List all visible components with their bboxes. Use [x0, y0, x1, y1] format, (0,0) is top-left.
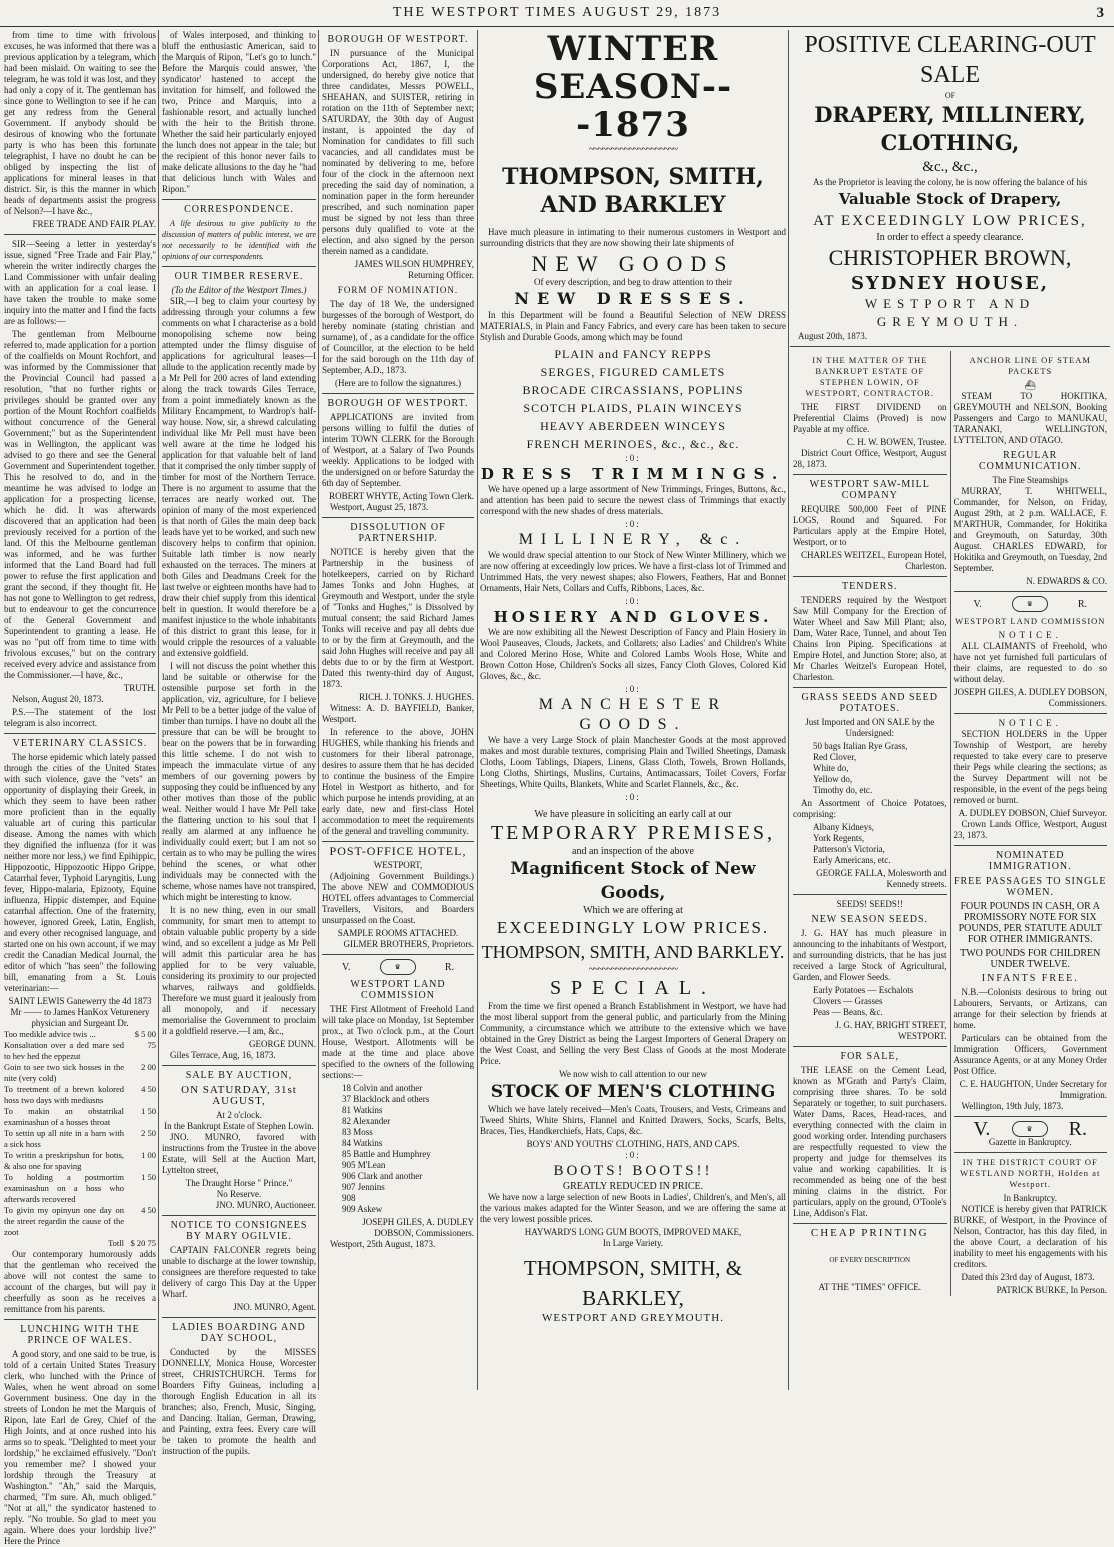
letter-body: SIR,—I beg to claim your courtesy by addressing through your columns a few comments on what I characterise as a bold monopolising scheme now being attempted under the flimsy disguise of applications for agricultural leases—I allude to the application recently made by a Mr Pell for 200 acres of land extending along the track towards Giles Terrace, from a point immediately known as the Military Encampment, to Wardrop's half-way house. Now, sir, a shrewd calculating individual like Mr Pell must have been well aware at the time he lodged his application for that valuable belt of land that it comprised the only timber supply of timber for most of the Northern Terrace. There is no argument to assume that the terraces are nearly worked out. The opinion of many of the most experienced is that north of Giles the main deep back leads have yet to be worked, and such new discovery helps to confirm that opinion. Suitable lath timber is now nearly exhausted on the terraces. The miners at both Giles and Deadmans Creek for the last twelve or eighteen months have had to draw their chief supply from this identical belt in question. It would therefore be a manifest injustice to the whole inhabitants of this district to grant this lease, for it would cripple the resources of a valuable and extensive goldfield.: [162, 296, 316, 658]
divider: [793, 474, 947, 475]
separator: :0:: [625, 684, 641, 694]
ad-heading: IN THE MATTER OF THE BANKRUPT ESTATE OF STEPHEN LOWIN, OF WESTPORT, CONTRACTOR.: [805, 355, 935, 398]
divider: [954, 591, 1108, 592]
sub-column-right: [951, 351, 1111, 1296]
list-item: Red Clover,: [813, 752, 857, 762]
ad-heading: TENDERS.: [842, 581, 898, 592]
divider: [322, 517, 474, 518]
divider: [793, 576, 947, 577]
ad-body: J. G. HAY has much pleasure in announcing to the inhabitants of Westport, and surrounding districts, that he has just received a large Stock of Agricultural, Garden, and Flower Seeds.: [793, 928, 947, 982]
ad-heading: LADIES BOARDING AND DAY SCHOOL,: [172, 1322, 306, 1344]
dateline: District Court Office, Westport, August 28, 1873.: [793, 448, 947, 469]
bill-amount: 1 50: [141, 1106, 156, 1116]
royal-arms-row: V. ♛ R.: [954, 596, 1108, 612]
bill-to: Mr —— to James HanKox Veturenery physician and Surgeant Dr.: [10, 1007, 150, 1028]
royal-arms-row: V. ♛ R.: [322, 959, 474, 975]
signature: TRUTH.: [123, 683, 156, 693]
signature: JAMES WILSON HUMPHREY, Returning Officer.: [354, 259, 474, 280]
list-item: 18 Colvin and another: [342, 1083, 423, 1093]
list-item: 905 M'Lean: [342, 1160, 386, 1170]
potato-list: [813, 822, 947, 866]
column-rule: [788, 30, 789, 1390]
bill-total: Totll $ 20 75: [108, 1238, 156, 1248]
signature: C. E. HAUGHTON, Under Secretary for Immigration.: [959, 1079, 1107, 1100]
signature: J. G. HAY, BRIGHT STREET, WESTPORT.: [835, 1020, 947, 1041]
ad-body: Conducted by the MISSES DONNELLY, Monica House, Worcester street, CHRISTCHURCH. Terms for Boarders Fifty Guineas, including a thorough English Education in all its branches; also, French, Music, Singing, and Dancing. Italian, German, Drawing, and Painting, extra fees. Every care will be taken to promote the health and instruction of the pupils.: [162, 1347, 316, 1456]
ad-heading: GRASS SEEDS AND SEED POTATOES.: [801, 692, 938, 714]
ad-text: In Large Variety.: [602, 1238, 664, 1248]
ad-heading: CHEAP PRINTING: [810, 1227, 929, 1239]
signature: N. EDWARDS & CO.: [1026, 576, 1107, 586]
list-item: 81 Watkins: [342, 1105, 383, 1115]
auction-lot: The Draught Horse " Prince.": [185, 1178, 293, 1188]
divider: [790, 346, 1110, 347]
dateline: August 20th, 1873.: [798, 331, 868, 341]
ad-body: An Assortment of Choice Potatoes, comprising:: [793, 798, 947, 819]
ad-body: REQUIRE 500,000 Feet of PINE LOGS, Round and Squared. For Particulars apply at the Empire Hotel, Westport, or to: [793, 504, 947, 547]
dateline: Dated this 23rd day of August, 1873.: [961, 1272, 1095, 1282]
signature: FREE TRADE AND FAIR PLAY.: [32, 219, 156, 229]
dateline: Westport, 25th August, 1873.: [330, 1239, 436, 1249]
ad-body: We would draw special attention to our Stock of New Winter Millinery, which we are now offering at exceedingly low prices. We have a first-class lot of Trimmed and Untrimmed Hats, the very newest shapes; also Flowers, Feathers, Hat and Bonnet Ornaments, Hair Nets, Collars and Cuffs, Ribbons, Laces, &c.: [480, 550, 786, 593]
list-item: Albany Kidneys,: [813, 822, 874, 832]
section-heading: MANCHESTER GOODS.: [538, 696, 728, 733]
ad-heading: ANCHOR LINE OF STEAM PACKETS: [969, 355, 1091, 376]
royal-arms-row: V. ♛ R.: [973, 1117, 1087, 1140]
ad-body: THE First Allotment of Freehold Land will take place on Monday, 1st September prox., at Two o'clock p.m., at the Court House, Westport. Allotments will be made at the time and place above specified to the owners of the following sections:—: [322, 1004, 474, 1080]
coat-of-arms-icon: ♛: [1012, 596, 1048, 612]
dateline: Giles Terrace, Aug, 16, 1873.: [170, 1050, 276, 1060]
bill-row: [4, 1106, 156, 1128]
ad-text: OF: [944, 91, 956, 100]
list-item: 50 bags Italian Rye Grass,: [813, 741, 908, 751]
list-item: 84 Watkins: [342, 1138, 383, 1148]
bill-row: [4, 1150, 156, 1172]
ad-heading: NEW SEASON SEEDS.: [811, 914, 929, 925]
divider: [954, 1152, 1108, 1153]
ad-text: WESTPORT AND GREYMOUTH.: [542, 1312, 724, 1324]
ad-heading: SALE BY AUCTION,: [185, 1070, 293, 1081]
ad-body: THE FIRST DIVIDEND on Preferential Claims (Proved) is now Payable at my office.: [793, 402, 947, 434]
signature: JNO. MUNRO, Agent.: [233, 1302, 316, 1312]
ad-body: We have now a large selection of new Boots in Ladies', Children's, and Men's, all the various makes adapted for the Winter Season, and we are offering the same at the very lowest possible prices.: [480, 1192, 786, 1224]
article-body: A good story, and one said to be true, is told of a certain United States Treasury clerk, who lunched with the Prince of Wales, when he went abroad on some Government business. One day in the streets of London he met the Marquis of Ripon, late Earl de Grey, Chief of the High Joints, and at once rushed into his arms so to speak. "Delighted to meet your lordship," he exclaimed effusively. "Don't you remember me? I showed your lordship through the Treasury at Washington." "Ah," said the Marquis, charmed, "I'm sure. Ah, much obliged." "Not at all," the syndicator hastened to reply. "No trouble. So glad to meet you again. Where does your lordship live?" Here the Prince: [4, 1349, 156, 1546]
ad-body: STEAM TO HOKITIKA, GREYMOUTH and NELSON, Booking Passengers and Cargo to MANUKAU, TARANAKI, WELLINGTON, LYTTELTON, AND OTAGO.: [953, 391, 1107, 445]
divider: [793, 894, 947, 895]
ad-headline: TEMPORARY PREMISES,: [490, 822, 776, 844]
ad-heading: WESTPORT SAW-MILL COMPANY: [809, 479, 930, 501]
nss-list: [813, 985, 947, 1018]
ad-body: In reference to the above, JOHN HUGHES, while thanking his friends and customers for their liberal patronage, desires to assure them that he has decided to continue the business of the Empire Hotel in Westport as hitherto, and for which purpose he intends providing, at an early date, new and first-class Hotel accommodation to meet the requirements of the general and travelling community.: [322, 727, 474, 836]
signature: PATRICK BURKE, In Person.: [996, 1285, 1107, 1295]
ad-text: We have pleasure in soliciting an early call at our: [534, 809, 732, 820]
signature: RICH. J. TONKS. J. HUGHES.: [359, 692, 474, 702]
ad-heading: NOMINATED IMMIGRATION.: [988, 850, 1072, 872]
ad-body: IN pursuance of the Municipal Corporations Act, 1867, I, the undersigned, do hereby give notice that three candidates, Messrs POWELL, SHEAHAN, and SUISTER, retiring in rotation on the 11th of September next; SATURDAY, the 30th day of August instant, is appointed the day of Nomination for candidates to fill such vacancies, and all candidates must be nominated by delivering to me, before four of the clock in the afternoon next preceding the said day of nomination, a nomination paper in the form hereunder prescribed, and such nomination paper must be signed by not less than three persons duly qualified to vote at the election, and also signed by the person therein named as a candidate.: [322, 48, 474, 256]
ad-headline: WINTER SEASON---1873: [533, 29, 733, 145]
divider: [162, 266, 316, 267]
ad-text: BOYS' AND YOUTHS' CLOTHING, HATS, AND CAPS.: [526, 1139, 740, 1149]
ad-body: APPLICATIONS are invited from persons willing to fulfil the duties of interim TOWN CLERK for the Borough of Westport, at a Salary of Two Pounds weekly. Applications to be lodged with the undersigned on or before Saturday the 6th day of September.: [322, 412, 474, 488]
ad-heading: BOROUGH OF WESTPORT.: [327, 398, 469, 409]
ad-note: SAMPLE ROOMS ATTACHED.: [337, 928, 459, 938]
ad-headline: NEW GOODS: [531, 251, 735, 276]
ad-headline: Magnificent Stock of New Goods,: [510, 859, 756, 903]
bill-amount: 4 50: [141, 1205, 156, 1215]
auction-time: At 2 o'clock.: [216, 1110, 262, 1120]
letter-body: The gentleman from Melbourne referred to, made application for a portion of the coalfields on Mount Rochfort, and was informed by the Commissioner that the Provincial Council had passed a resolution, "that no further rights or privileges should be granted over any portion of the Mount Rochfort coalfields without concurrence of the General Government;" but as the Superintendent was in Wellington, the applicant was advised to go there and see the General Government and Superintendent together. This he resolved to do, and in the meantime he was advised to lodge an application for a prospecting license, which he did. It was afterwards discovered that an application had been previously received for a portion of the land. Of this the Melbourne gentleman was informed, and he was further informed that the Land Board had full power to refuse the first application and grant the second, if they thought fit. He has not gone to Wellington to get redress, but to endeavour to get the concurrence of the General Government and Superintendent to granting a lease. He was no "put off from time to time with frivolous excuses," but on the contrary received every advice and assistance from the Commissioner.—I have, &c.,: [4, 329, 156, 680]
bill-row: [4, 1205, 156, 1238]
signature: CHARLES WEITZEL, European Hotel, Charleston.: [800, 550, 947, 571]
list-item: Timothy do, etc.: [813, 785, 873, 795]
fabrics-list: [480, 345, 786, 453]
postscript: P.S.—The statement of the lost telegram is also incorrect.: [4, 707, 156, 728]
coat-of-arms-icon: ♛: [380, 959, 416, 975]
bill-row: [4, 1029, 156, 1040]
ad-body: We are now exhibiting all the Newest Description of Fancy and Plain Hosiery in Wool Pauseaves, Clouds, Jackets, and Collarets; also Ladies' and Children's White and Colored Merino Hose, White and Colored Lambs Wools Hose, White and Brown Cotton Hose, Children's Socks all sizes, Fancy Cloth Gloves, Colored Kid Gloves, &c., &c.: [480, 627, 786, 681]
list-item: 37 Blacklock and others: [342, 1094, 430, 1104]
ad-body: N.B.—Colonists desirous to bring out Labourers, Servants, or Artizans, can arrange for their selection by friends at home.: [953, 987, 1107, 1030]
ad-body: SECTION HOLDERS in the Upper Township of Westport, are hereby requested to take every care to preserve their Pegs while clearing the sections; as the Survey Department will not be responsible, in the event of the pegs being removed or burnt.: [953, 729, 1107, 805]
divider: [954, 845, 1108, 846]
ad-text: and an inspection of the above: [572, 846, 694, 857]
sub-column-left: [790, 351, 951, 1296]
ad-body: CAPTAIN FALCONER regrets being unable to discharge at the lower township, consignees are therefore requested to take delivery of cargo This Day at the Upper Wharf.: [162, 1245, 316, 1299]
list-item: Early Americans, etc.: [813, 855, 891, 865]
bill-heading: SAINT LEWIS Ganewerry the 4d 1873: [8, 996, 152, 1006]
bill-item: To givin my opinyun one day on the street regardin the cause of the zoot: [4, 1205, 124, 1237]
bill-row: [4, 1062, 156, 1084]
ad-text: We now wish to call attention to our new: [559, 1069, 707, 1079]
ad-text: WESTPORT AND GREYMOUTH.: [864, 296, 1036, 329]
ad-heading: BOROUGH OF WESTPORT.: [327, 34, 469, 45]
divider: [4, 733, 156, 734]
ad-text: SEEDS! SEEDS!!: [836, 899, 903, 909]
fabric-item: SERGES, FIGURED CAMLETS: [540, 365, 726, 379]
column-2: [162, 30, 316, 1456]
ad-text: The Fine Steamships: [992, 475, 1068, 485]
article-body: The horse epidemic which lately passed through the cities of the United States with such violence, gave the "vets" an opportunity of displaying their Greek, in which they seem to have been rather more proficient than in the equally valuable art of curing this particular disease. Among the names with which they dignified the influenza (for it was neither more nor less,) we find Epihippic, Hippozootic, Hippozootic Hippo Grippe, Catarrhal fever, Typhoid Laryngitis, Lung fever, Hippo-malaria, Epizooty, Equine influenza, Hippic distemper, and Equine catarrhal affection. One of the fraternity, however, ignored Greek, Latin, English, and every other recognised language, and started one on his own account, if we may credit the Canadian Medical Journal, the editor of which "has seen" the following bill, emanating from a St. Louis veterinarian:—: [4, 752, 156, 993]
fabric-item: BROCADE CIRCASSIANS, POPLINS: [522, 383, 744, 397]
firm-name: THOMPSON, SMITH, AND BARKLEY: [502, 164, 764, 218]
fabric-item: PLAIN and FANCY REPPS: [554, 347, 712, 361]
ad-text: NOTICE.: [998, 718, 1062, 728]
ad-body: ALL CLAIMANTS of Freehold, who have not yet furnished full particulars of their claims, are requested to do so without delay.: [953, 641, 1107, 684]
section-heading: CORRESPONDENCE.: [184, 204, 294, 215]
bill-amount: 1 50: [141, 1172, 156, 1182]
ad-text: As the Proprietor is leaving the colony, he is now offering the balance of his: [813, 177, 1087, 187]
ad-body: JNO. MUNRO, favored with instructions from the Trustee in the above Estate, will Sell at the Auction Mart, Lyttelton street,: [162, 1132, 316, 1175]
ad-text: INFANTS FREE.: [981, 973, 1079, 984]
ad-body: (Adjoining Government Buildings.) The above NEW and COMMODIOUS HOTEL offers advantages to Commercial Travellers, Visitors, and Boarders unsurpassed on the Coast.: [322, 871, 474, 925]
section-heading: DRESS TRIMMINGS.: [480, 465, 786, 483]
bill-row: [4, 1128, 156, 1150]
divider: [322, 393, 474, 394]
ad-text: Gazette in Bankruptcy.: [988, 1137, 1072, 1147]
signature: JNO. MUNRO, Auctioneer.: [215, 1200, 316, 1210]
bill-row: [4, 1084, 156, 1106]
signature: JOSEPH GILES, A. DUDLEY DOBSON, Commissioners.: [954, 687, 1107, 708]
ad-text: OF EVERY DESCRIPTION: [829, 1256, 911, 1264]
list-item: Clovers — Grasses: [813, 996, 883, 1006]
list-item: Patterson's Victoria,: [813, 844, 885, 854]
signature: A. DUDLEY DOBSON, Chief Surveyor.: [958, 808, 1107, 818]
divider: [162, 1065, 316, 1066]
separator: :0:: [625, 453, 641, 463]
ad-headline: Valuable Stock of Drapery,: [838, 190, 1062, 208]
bill-item: Konsaltation over a ded mare sed to hev hed the eppezut: [4, 1040, 124, 1061]
article-heading: OUR TIMBER RESERVE.: [174, 271, 304, 282]
list-item: Early Potatoes — Eschalots: [813, 985, 914, 995]
ad-heading: WESTPORT LAND COMMISSION: [955, 616, 1106, 626]
section-heading: HOSIERY AND GLOVES.: [493, 608, 773, 626]
list-item: Peas — Beans, &c.: [813, 1007, 883, 1017]
column-1: [4, 30, 156, 1546]
two-column-section: [790, 351, 1110, 1296]
divider: [162, 1215, 316, 1216]
letter-body: I will not discuss the point whether this land be suitable or otherwise for the ostensible purpose set forth in the application, viz, agriculture, for I believe Mr Pell to be a better judge of the value of timber than turnips. I have no doubt all the pressure that can be will be brought to bear on the powers that be in forwarding this little scheme. I do not wish to impeach the immaculate virtue of any members of our governing powers by supposing they could be influenced by any other motives than those of the public weal. Neither would I have Mr Pell take the flattering unction to his soul that I really am alarmed at any influence he individually could exert; but I am not so certain as to who may be pulling the wires behind the scenes, or what other individuals may be connected with the scheme, whose names have not transpired, which might be interesting to know.: [162, 661, 316, 902]
column-4: [480, 30, 786, 1390]
bill-item: To makin an obstatrikal examinashun of a hosses throat: [4, 1106, 124, 1127]
form-body: The day of 18 We, the undersigned burgesses of the borough of Westport, do hereby nominate (stating christian and surname), of , as a candidate for the office of Councillor, at the election to be held for the said borough on the 11th day of September, A.D., 1873.: [322, 299, 474, 375]
ad-body: In this Department will be found a Beautiful Selection of NEW DRESS MATERIALS, in Plain and Fancy Fabrics, and every care has been taken to secure Stylish and Durable Goods, among which may be found: [480, 310, 786, 342]
ad-text: In order to effect a speedy clearance.: [876, 232, 1024, 243]
seeds-list: [813, 741, 947, 796]
ad-body: NOTICE is hereby given that the Partnership in the business of hotelkeepers, carried on by Richard James Tonks and John Hughes, at Greymouth and Westport, under the style of "Tonks and Hughes," is Dissolved by mutual consent; the said Richard James Tonks will receive and pay all debts due to or by the firm at Greymouth, and the said John Hughes will receive and pay all debts due to or by the firm at Westport. Dated this twenty-third day of August, 1873.: [322, 547, 474, 689]
list-item: Yellow do,: [813, 774, 853, 784]
divider: [793, 1046, 947, 1047]
letter-body: SIR—Seeing a letter in yesterday's issue, signed "Free Trade and Fair Play," wherein the writer indirectly charges the Land Commissioner with unfair dealing with an application for a coal lease. I have taken the trouble to make some inquiry into the matter and I find the facts are as follows:—: [4, 239, 156, 326]
ad-heading: NOTICE TO CONSIGNEES BY MARY OGILVIE.: [170, 1220, 308, 1242]
ad-text: Of every description, and beg to draw attention to their: [534, 277, 732, 287]
ad-body: Have much pleasure in intimating to their numerous customers in Westport and surrounding districts that they are now showing their late shipments of: [480, 227, 786, 248]
list-item: 906 Clark and another: [342, 1171, 423, 1181]
ad-headline: STOCK OF MEN'S CLOTHING: [490, 1082, 776, 1102]
bill-table: [4, 1029, 156, 1249]
letter-body: It is no new thing, even in our small community, for smart men to attempt to obtain valuable public property by a side wind, and so excellent a judge as Mr Pell will admit this particular area he has applied for to be very valuable, considering its proximity to our projected wharves, railways and goldfields. Therefore we must guard it jealously from all monopoly, and if necessary memorialise the Government to proclaim it a goldfield reserve.—I am, &c.,: [162, 905, 316, 1036]
firm-name: THOMPSON, SMITH, & BARKLEY,: [523, 1256, 743, 1310]
article-body: Our contemporary humorously adds that the gentleman who received the above will not contest the same to account of the charges, but will pay it cheerfully as soon as he receives a remittance from his parents.: [4, 1249, 156, 1314]
bill-amount: 1 00: [141, 1150, 156, 1160]
ad-text: HAYWARD'S LONG GUM BOOTS, IMPROVED MAKE,: [524, 1227, 742, 1237]
article-continuation: from time to time with frivolous excuses, he was informed that there was a previous application by a telegram, which had been mislaid. On waiting to see the telegram, he was told it was lost, and they had only a copy of it. The gentleman has since gone to Wellington to see if he can get any redress from the General Government. If anybody should be desirous of knowing who the fortunate party is who has been this fortunate telegraphist, I have no doubt he can be obliged by inspecting the list of applications for mineral leases in that district. Sir, is this the manner in which heads of departments assist the progress of Nelson?—I have &c.,: [4, 30, 156, 216]
article-heading: VETERINARY CLASSICS.: [12, 738, 148, 749]
dateline: Wellington, 19th July, 1873.: [961, 1101, 1064, 1111]
sections-list: [342, 1083, 474, 1215]
divider: [954, 713, 1108, 714]
bill-item: To treetment of a brewn kolored hoss two days with mediusns: [4, 1084, 124, 1105]
section-heading: MILLINERY, &c.: [518, 531, 748, 548]
masthead: [0, 0, 1114, 27]
fabric-item: HEAVY ABERDEEN WINCEYS: [540, 419, 726, 433]
form-heading: FORM OF NOMINATION.: [337, 285, 459, 295]
list-item: 909 Askew: [342, 1204, 383, 1214]
ad-body: NOTICE is hereby given that PATRICK BURKE, of Westport, in the Province of Nelson, Contractor, has this day filed, in the above Court, a declaration of his inability to meet his engagements with his creditors.: [953, 1204, 1107, 1269]
list-item: White do,: [813, 763, 849, 773]
bill-amount: 75: [147, 1040, 156, 1050]
ad-body: We have a very Large Stock of plain Manchester Goods at the most approved makes and most durable textures, comprising Plain and Twilled Sheetings, Damask Cloths, Loom Tablings, Diapers, Linens, Glass Cloth, Towels, Brown Hollands, Long Cloths, Shirtings, Muslins, Curtains, Antimacassars, Toilet Covers, Forfar Sheetings, White Quilts, Blankets, White and Scarlet Flannels, &c., &c.: [480, 735, 786, 789]
ornament: ~~~~~~~~~~~~~~~~~~~~: [588, 964, 678, 975]
ad-body: THE LEASE on the Cement Lead, known as M'Grath and Party's Claim, comprising three shares. To be sold Separately or together, to suit purchasers. Water Dams, Races, Head-races, and everything connected with the claim in good working order. Intending purchasers are respectfully requested to view the property and judge for themselves its value and working capabilities. It is recommended as being one of the best mining claims in the district. For particulars, apply on the ground, O'Toole's Line, Addison's Flat.: [793, 1065, 947, 1218]
divider: [162, 199, 316, 200]
signature: GILMER BROTHERS, Proprietors.: [343, 939, 474, 949]
bill-item: To settin up all nite in a barn with a sick hoss: [4, 1128, 124, 1149]
ad-body: Which we have lately received—Men's Coats, Trousers, and Vests, Crimeans and Tweed Shirts, White Shirts, Flannel and Knitted Drawers, Socks, Scarfs, Belts, Braces, Ties, Handkerchiefs, Hats, Caps, &c.: [480, 1104, 786, 1136]
ad-body: TENDERS required by the Westport Saw Mill Company for the Erection of Water Wheel and Saw Mill Plant; also, Dam, Water Race, Tunnel, and about Ten Chains Iron Piping. Specifications at Empire Hotel, and Junction Store; also, at Mr Charles Weitzel's European Hotel, Charleston.: [793, 595, 947, 682]
divider: [322, 841, 474, 842]
signature: JOSEPH GILES, A. DUDLEY DOBSON, Commissioners.: [362, 1217, 474, 1238]
list-item: York Regents,: [813, 833, 865, 843]
ad-heading: REGULAR COMMUNICATION.: [978, 450, 1082, 472]
ad-body: We have opened up a large assortment of New Trimmings, Fringes, Buttons, &c., and attention has been paid to secure the newest class of Trimmings that exactly correspond with the new shades of dress materials.: [480, 484, 786, 516]
signature: ROBERT WHYTE, Acting Town Clerk.: [329, 491, 474, 501]
divider: [162, 1317, 316, 1318]
divider: [4, 234, 156, 235]
dateline: Westport, August 25, 1873.: [330, 502, 429, 512]
editor-note: A life desirous to give publicity to the discussion of matters of public interest, we are not necessarily to be identified with the opinions of our correspondents.: [162, 219, 316, 261]
letter-address: (To the Editor of the Westport Times.): [171, 285, 307, 295]
column-5: [790, 30, 1110, 1390]
signature: C. H. W. BOWEN, Trustee.: [846, 437, 947, 447]
divider: [954, 1116, 1108, 1117]
ad-text: In Bankruptcy.: [1003, 1193, 1057, 1203]
ad-heading: DISSOLUTION OF PARTNERSHIP.: [350, 522, 446, 544]
ad-text: TWO POUNDS FOR CHILDREN UNDER TWELVE.: [960, 948, 1101, 970]
divider: [322, 954, 474, 955]
bill-item: To holding a postmortim examinashun on a hoss who afterwards recovered: [4, 1172, 124, 1204]
witness: Witness: A. D. BAYFIELD, Banker, Westport.: [322, 703, 474, 724]
section-heading: NEW DRESSES.: [514, 289, 752, 308]
bill-amount: $ 5 00: [134, 1029, 156, 1039]
column-rule: [477, 30, 478, 1390]
divider: [793, 1223, 947, 1224]
bill-amount: 4 50: [141, 1084, 156, 1094]
list-item: 907 Jennins: [342, 1182, 385, 1192]
fabric-item: SCOTCH PLAIDS, PLAIN WINCEYS: [523, 401, 743, 415]
fabric-item: FRENCH MERINOES, &c., &c., &c.: [526, 437, 740, 451]
article-continuation: of Wales interposed, and thinking to bluff the enthusiastic American, said to the Marquis of Ripon, "Let's go to lunch." Before the Marquis could answer, 'the syndicator' hastened to accept the invitation for himself, and followed the two, Prince and Marquis, into a fashionable resort, and actually lunched with the heir to the British throne. Whether the said heir particularly enjoyed the lunch does not appear in the tale; but the recipient of this honor never fails to make delicate allusions to the day he "had that delicious lunch with Wales and Ripon.": [162, 30, 316, 194]
separator: :0:: [625, 519, 641, 529]
dateline: Crown Lands Office, Westport, August 23, 1873.: [953, 819, 1107, 840]
column-3: [322, 30, 474, 1390]
bill-row: [4, 1172, 156, 1205]
list-item: 83 Moss: [342, 1127, 373, 1137]
ad-text: &c., &c.,: [922, 159, 978, 175]
form-note: (Here are to follow the signatures.): [335, 378, 461, 388]
auction-reserve: No Reserve.: [216, 1189, 262, 1199]
ad-heading: FOR SALE,: [840, 1051, 899, 1062]
bill-item: To writin a preskripshun for botts, & also one for spaving: [4, 1150, 124, 1171]
steamship-icon: ⛴: [1024, 380, 1036, 390]
section-heading: BOOTS! BOOTS!!: [553, 1163, 713, 1179]
divider: [793, 687, 947, 688]
signature: GEORGE DUNN.: [249, 1039, 316, 1049]
bill-amount: 2 00: [141, 1062, 156, 1072]
ad-body: From the time we first opened a Branch Establishment in Westport, we have had the most liberal support from the general public, and particularly from the Mining Community, a circumstance which we attribute to the extensive which we have obtained in the Grey District as being the Largest Importers of General Drapery on the West Coast, and Selling the very Best Class of Goods at the most Moderate Price.: [480, 1001, 786, 1066]
ad-text: Which we are offering at: [583, 905, 683, 916]
dateline: Nelson, August 20, 1873.: [12, 694, 104, 704]
list-item: 908: [342, 1193, 356, 1203]
ad-headline: SYDNEY HOUSE,: [850, 273, 1050, 294]
ad-text: FOUR POUNDS IN CASH, OR A PROMISSORY NOTE FOR SIX POUNDS, PER STATUTE ADULT FOR OTHER IMMIGRANTS.: [958, 901, 1102, 945]
list-item: 82 Alexander: [342, 1116, 391, 1126]
separator: :0:: [625, 1150, 641, 1160]
bill-item: Goin to see two sick hosses in the nite (very cold): [4, 1062, 124, 1083]
ad-headline: POSITIVE CLEARING-OUT SALE: [804, 32, 1096, 88]
bill-amount: 2 50: [141, 1128, 156, 1138]
ad-body: Particulars can be obtained from the Immigration Officers, Government Assurance Agents, or at any Money Order Post Office.: [953, 1033, 1107, 1076]
ad-headline: CHRISTOPHER BROWN,: [828, 245, 1072, 270]
column-rule: [158, 30, 159, 1390]
ad-text: Just Imported and ON SALE by the Undersigned:: [805, 717, 935, 738]
ad-headline: DRAPERY, MILLINERY, CLOTHING,: [814, 102, 1086, 155]
section-heading: SPECIAL.: [549, 977, 717, 999]
firm-name: THOMPSON, SMITH, AND BARKLEY.: [481, 942, 785, 962]
article-heading: LUNCHING WITH THE PRINCE OF WALES.: [20, 1324, 140, 1346]
separator: :0:: [625, 596, 641, 606]
ad-subheading: WESTPORT,: [373, 860, 423, 870]
signature: GEORGE FALLA, Molesworth and Kennedy streets.: [816, 868, 947, 889]
ad-text: FREE PASSAGES TO SINGLE WOMEN.: [953, 876, 1107, 898]
ad-text: GREATLY REDUCED IN PRICE.: [562, 1181, 704, 1192]
bill-item: Too medikle advice twis ...: [4, 1029, 96, 1039]
list-item: 85 Battle and Humphrey: [342, 1149, 431, 1159]
auction-date: ON SATURDAY, 31st AUGUST,: [181, 1084, 297, 1107]
ad-text: NOTICE.: [998, 630, 1062, 640]
ad-text: AT THE "TIMES" OFFICE.: [818, 1282, 922, 1292]
coat-of-arms-icon: ♛: [1012, 1121, 1048, 1137]
ad-headline: EXCEEDINGLY LOW PRICES.: [496, 918, 770, 937]
masthead-title: THE WESTPORT TIMES AUGUST 29, 1873: [392, 5, 722, 20]
separator: :0:: [625, 792, 641, 802]
ad-headline: AT EXCEEDINGLY LOW PRICES,: [813, 213, 1087, 229]
ad-body: MURRAY, T. WHITWELL, Commander, for Nelson, on Friday, August 29th, at 2 p.m. WALLACE, F. M'ARTHUR, Commander, for Hokitika and Greymouth, on Saturday, 30th August. CHARLES EDWARD, for Hokitika and Greymouth, on Tuesday, 2nd September.: [953, 486, 1107, 573]
divider: [4, 1319, 156, 1320]
bill-row: [4, 1040, 156, 1062]
column-rule: [318, 30, 319, 1390]
ad-heading: IN THE DISTRICT COURT OF WESTLAND NORTH, Holden at Westport.: [960, 1157, 1101, 1189]
ad-heading: POST-OFFICE HOTEL,: [329, 844, 467, 858]
page-number: 3: [1096, 5, 1106, 21]
auction-estate: In the Bankrupt Estate of Stephen Lowin.: [164, 1121, 314, 1131]
ornament: ~~~~~~~~~~~~~~~~~~~~: [588, 144, 678, 155]
ad-heading: WESTPORT LAND COMMISSION: [350, 979, 446, 1001]
